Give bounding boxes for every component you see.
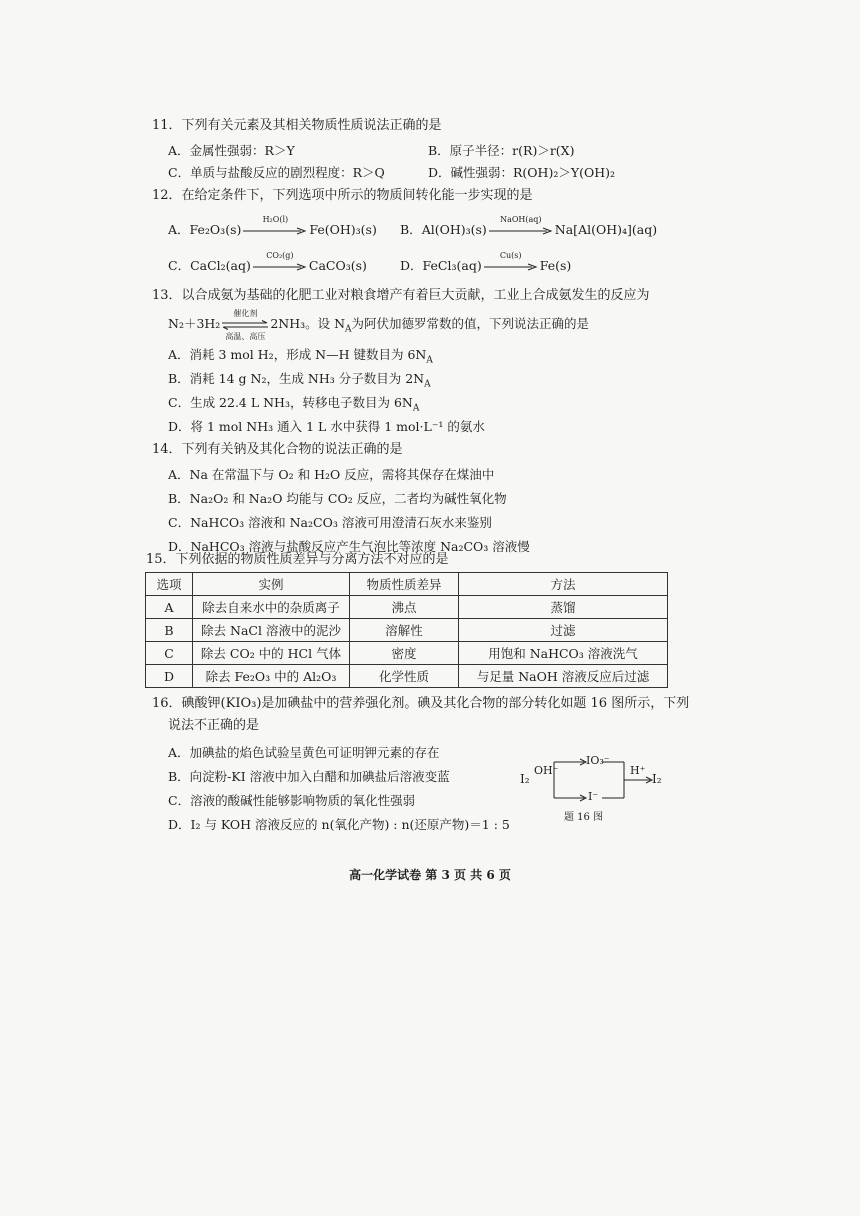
equation-tail: 为阿伏加德罗常数的值，下列说法正确的是 — [351, 316, 590, 331]
table-header: 物质性质差异 — [350, 573, 459, 596]
table-header: 实例 — [193, 573, 350, 596]
reaction-arrow — [253, 250, 307, 271]
table-row — [146, 596, 668, 619]
q15-table — [145, 572, 668, 688]
table-cell: 除去 Fe₂O₃ 中的 Al₂O₃ — [193, 665, 350, 688]
diagram-caption: 题 16 图 — [564, 812, 604, 823]
option-label: A． — [168, 222, 190, 237]
q16-stem-line1: 16．碘酸钾(KIO₃)是加碘盐中的营养强化剂。碘及其化合物的部分转化如题 16 图所示，下列 — [152, 696, 690, 711]
q13-option-c — [168, 394, 419, 418]
reaction-arrow — [484, 250, 538, 271]
q13-option-a — [168, 346, 433, 370]
table-cell: 蒸馏 — [459, 596, 668, 619]
table-row — [146, 619, 668, 642]
option-text: C．生成 22.4 L NH₃，转移电子数目为 6N — [168, 395, 413, 410]
iodine-transformation-diagram — [520, 752, 670, 822]
product: CaCO₃(s) — [308, 258, 367, 273]
table-cell: 沸点 — [350, 596, 459, 619]
q16-option-d: D．I₂ 与 KOH 溶液反应的 n(氧化产物) : n(还原产物)＝1 : 5 — [168, 817, 510, 832]
q13-stem: 13．以合成氨为基础的化肥工业对粮食增产有着巨大贡献，工业上合成氨发生的反应为 — [152, 288, 650, 303]
q14-option-d: D．NaHCO₃ 溶液与盐酸反应产生气泡比等浓度 Na₂CO₃ 溶液慢 — [168, 539, 530, 554]
reactant: Fe₂O₃(s) — [189, 222, 242, 237]
option-label: C． — [168, 258, 191, 273]
q12-option-d — [400, 250, 572, 274]
option-text: A．消耗 3 mol H₂，形成 N—H 键数目为 6N — [168, 347, 427, 362]
table-cell: C — [146, 642, 193, 665]
table-cell: 化学性质 — [350, 665, 459, 688]
condition-label: H₂O(l) — [262, 214, 289, 224]
q11-option-a: A．金属性强弱：R＞Y — [168, 143, 295, 158]
q11-option-b: B．原子半径：r(R)＞r(X) — [428, 143, 575, 158]
diagram-label-oh: OH⁻ — [534, 764, 559, 777]
q16-stem-line2: 说法不正确的是 — [168, 718, 260, 733]
diagram-label-i2-right: I₂ — [652, 772, 662, 786]
q11-stem: 11．下列有关元素及其相关物质性质说法正确的是 — [152, 118, 442, 133]
page-footer: 高一化学试卷 第 3 页 共 6 页 — [349, 868, 511, 882]
q16-option-a: A．加碘盐的焰色试验呈黄色可证明钾元素的存在 — [168, 745, 440, 760]
table-header: 方法 — [459, 573, 668, 596]
diagram-label-iodide: I⁻ — [588, 790, 599, 803]
table-cell: 除去 NaCl 溶液中的泥沙 — [193, 619, 350, 642]
option-text: B．消耗 14 g N₂，生成 NH₃ 分子数目为 2N — [168, 371, 425, 386]
table-cell: 除去自来水中的杂质离子 — [193, 596, 350, 619]
condition-label: NaOH(aq) — [500, 214, 542, 224]
condition-label: Cu(s) — [499, 250, 522, 260]
q12-option-b — [400, 214, 658, 238]
table-cell: 密度 — [350, 642, 459, 665]
q12-stem: 12．在给定条件下，下列选项中所示的物质间转化能一步实现的是 — [152, 188, 533, 203]
reactant: FeCl₃(aq) — [422, 258, 482, 273]
table-row — [146, 642, 668, 665]
q14-option-b: B．Na₂O₂ 和 Na₂O 均能与 CO₂ 反应，二者均为碱性氧化物 — [168, 491, 507, 506]
table-cell: 与足量 NaOH 溶液反应后过滤 — [459, 665, 668, 688]
condition-temp-pressure: 高温、高压 — [225, 331, 266, 341]
q12-option-a — [168, 214, 377, 238]
q13-option-b — [168, 370, 431, 394]
table-cell: 除去 CO₂ 中的 HCl 气体 — [193, 642, 350, 665]
option-label: B． — [400, 222, 422, 237]
table-cell: A — [146, 596, 193, 619]
reactant: CaCl₂(aq) — [190, 258, 251, 273]
q13-option-d: D．将 1 mol NH₃ 通入 1 L 水中获得 1 mol·L⁻¹ 的氨水 — [168, 419, 485, 434]
table-cell: D — [146, 665, 193, 688]
table-cell: 溶解性 — [350, 619, 459, 642]
diagram-label-i2-left: I₂ — [520, 772, 530, 786]
table-cell: 过滤 — [459, 619, 668, 642]
diagram-label-h: H⁺ — [630, 764, 646, 777]
q12-option-c — [168, 250, 367, 274]
option-label: D． — [400, 258, 423, 273]
q16-option-c: C．溶液的酸碱性能够影响物质的氧化性强弱 — [168, 793, 416, 808]
q14-stem: 14．下列有关钠及其化合物的说法正确的是 — [152, 442, 403, 457]
condition-label: CO₂(g) — [266, 250, 294, 260]
equilibrium-arrow — [222, 308, 268, 341]
q11-option-d: D．碱性强弱：R(OH)₂＞Y(OH)₂ — [428, 165, 616, 180]
table-header-row — [146, 573, 668, 596]
na-subscript: A — [426, 355, 433, 366]
equation-products: 2NH₃。设 N — [270, 316, 346, 331]
condition-catalyst: 催化剂 — [233, 308, 258, 318]
product: Fe(OH)₃(s) — [309, 222, 377, 237]
equation-reactants: N₂＋3H₂ — [168, 316, 221, 331]
reactant: Al(OH)₃(s) — [421, 222, 487, 237]
q14-option-a: A．Na 在常温下与 O₂ 和 H₂O 反应，需将其保存在煤油中 — [168, 467, 495, 482]
reaction-arrow — [489, 214, 553, 235]
q14-option-c: C．NaHCO₃ 溶液和 Na₂CO₃ 溶液可用澄清石灰水来鉴别 — [168, 515, 492, 530]
reaction-arrow — [243, 214, 307, 235]
table-row — [146, 665, 668, 688]
table-cell: B — [146, 619, 193, 642]
table-cell: 用饱和 NaHCO₃ 溶液洗气 — [459, 642, 668, 665]
q11-option-c: C．单质与盐酸反应的剧烈程度：R＞Q — [168, 165, 385, 180]
q16-option-b: B．向淀粉-KI 溶液中加入白醋和加碘盐后溶液变蓝 — [168, 769, 450, 784]
diagram-label-io3: IO₃⁻ — [586, 754, 610, 767]
na-subscript: A — [424, 379, 431, 390]
q15-stem: 15．下列依据的物质性质差异与分离方法不对应的是 — [146, 552, 449, 567]
product: Fe(s) — [539, 258, 572, 273]
product: Na[Al(OH)₄](aq) — [554, 222, 658, 237]
table-header: 选项 — [146, 573, 193, 596]
na-subscript: A — [345, 324, 352, 335]
q13-equation — [168, 308, 590, 341]
na-subscript: A — [412, 403, 420, 414]
